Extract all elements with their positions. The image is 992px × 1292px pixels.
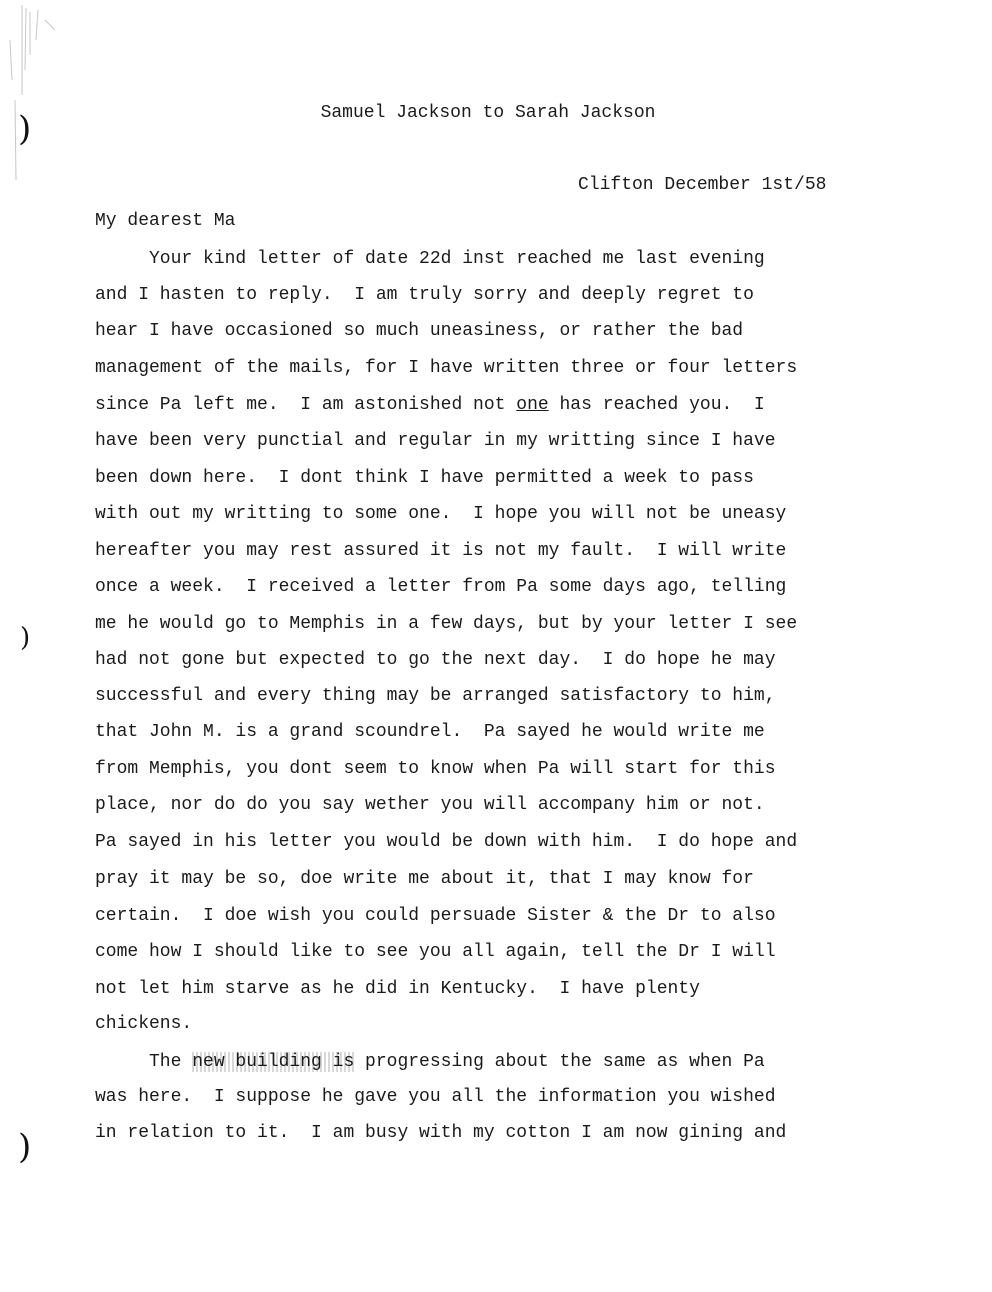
shaded-phrase: new building is xyxy=(192,1052,355,1072)
paragraph1-line: Pa sayed in his letter you would be down with him. I do hope and xyxy=(95,832,798,852)
paragraph1-line: pray it may be so, doe write me about it, that I may know for xyxy=(95,869,754,889)
text-segment: progressing about the same as when Pa xyxy=(354,1052,765,1072)
text-segment: since Pa left me. I am astonished not xyxy=(95,395,517,415)
paragraph1-line: from Memphis, you dont seem to know when Pa will start for this xyxy=(95,759,776,779)
paragraph1-line: management of the mails, for I have written three or four letters xyxy=(95,358,798,378)
letter-salutation: My dearest Ma xyxy=(95,211,236,231)
paragraph1-line: have been very punctial and regular in my writting since I have xyxy=(95,431,776,451)
paragraph1-line: successful and every thing may be arranged satisfactory to him, xyxy=(95,686,776,706)
paragraph1-line: not let him starve as he did in Kentucky. I have plenty xyxy=(95,979,700,999)
paragraph1-line: me he would go to Memphis in a few days, but by your letter I see xyxy=(95,614,798,634)
paragraph1-line: hereafter you may rest assured it is not my fault. I will write xyxy=(95,541,787,561)
paragraph1-line: with out my writting to some one. I hope you will not be uneasy xyxy=(95,504,787,524)
paragraph1-line: Your kind letter of date 22d inst reached me last evening xyxy=(95,249,765,269)
text-segment: has reached you. I xyxy=(548,395,765,415)
paragraph1-line: chickens. xyxy=(95,1014,193,1034)
paragraph1-line: hear I have occasioned so much uneasiness, or rather the bad xyxy=(95,321,744,341)
punch-hole-mark-top: ) xyxy=(18,109,32,149)
underlined-word: one xyxy=(516,395,549,415)
paragraph2-line: in relation to it. I am busy with my cotton I am now gining and xyxy=(95,1123,787,1143)
letter-dateline: Clifton December 1st/58 xyxy=(578,175,827,195)
letter-title: Samuel Jackson to Sarah Jackson xyxy=(320,103,656,123)
paragraph1-line: been down here. I dont think I have permitted a week to pass xyxy=(95,468,754,488)
paragraph1-line: place, nor do do you say wether you will accompany him or not. xyxy=(95,795,765,815)
paragraph1-line xyxy=(95,393,765,417)
edge-smudge-decoration xyxy=(0,0,60,200)
paragraph2-line: was here. I suppose he gave you all the information you wished xyxy=(95,1087,776,1107)
punch-hole-mark-bottom: ) xyxy=(18,1127,32,1167)
text-segment: The xyxy=(95,1052,193,1072)
paragraph1-line: come how I should like to see you all again, tell the Dr I will xyxy=(95,942,776,962)
punch-hole-mark-middle: ) xyxy=(20,623,31,653)
paragraph1-line: and I hasten to reply. I am truly sorry and deeply regret to xyxy=(95,285,754,305)
paragraph1-line: once a week. I received a letter from Pa some days ago, telling xyxy=(95,577,787,597)
paragraph1-line: that John M. is a grand scoundrel. Pa sayed he would write me xyxy=(95,722,765,742)
paragraph2-line xyxy=(95,1050,765,1074)
paragraph1-line: certain. I doe wish you could persuade Sister & the Dr to also xyxy=(95,906,776,926)
paragraph1-line: had not gone but expected to go the next day. I do hope he may xyxy=(95,650,776,670)
